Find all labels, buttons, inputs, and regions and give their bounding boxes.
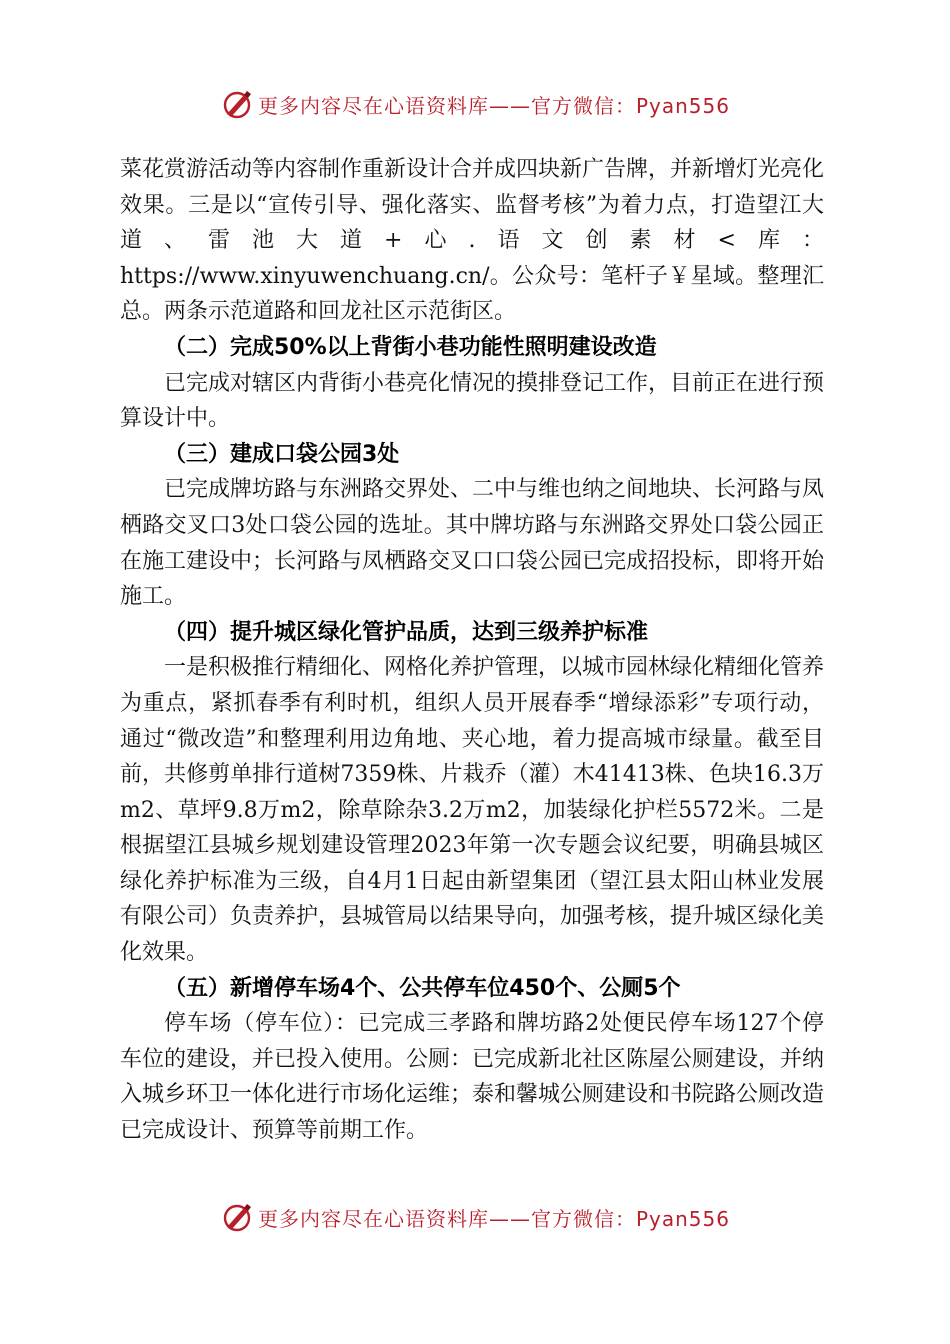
header-watermark-banner (0, 82, 950, 126)
section-heading-4: （四）提升城区绿化管护品质，达到三级养护标准 (164, 619, 649, 645)
pen-logo-icon (220, 1203, 254, 1234)
banner-text: 更多内容尽在心语资料库——官方微信：Pyan556 (257, 93, 730, 118)
paragraph-5: 停车场（停车位）：已完成三孝路和牌坊路2处便民停车场127个停车位的建设，并已投入使用。公厕：已完成新北社区陈屋公厕建设，并纳入城乡环卫一体化进行市场化运维；泰和馨城公厕建设和书院路公厕改造已完成设计、预算等前期工作。 (120, 1011, 825, 1144)
footer-watermark-banner (0, 1203, 950, 1239)
section-heading-2: （二）完成50%以上背街小巷功能性照明建设改造 (164, 334, 657, 360)
paragraph-3: 已完成牌坊路与东洲路交界处、二中与维也纳之间地块、长河路与凤栖路交叉口3处口袋公园的选址。其中牌坊路与东洲路交界处口袋公园正在施工建设中；长河路与凤栖路交叉口口袋公园已完成招投标，即将开始施工。 (120, 477, 825, 610)
section-heading-3: （三）建成口袋公园3处 (164, 441, 400, 467)
body-text (120, 152, 824, 1149)
paragraph-continued: 菜花赏游活动等内容制作重新设计合并成四块新广告牌，并新增灯光亮化效果。三是以“宣传引导、强化落实、监督考核”为着力点，打造望江大道、雷池大道+心.语文创素材<库：https://www.xinyuwenchuang.cn/。公众号：笔杆子￥星域。整理汇总。两条示范道路和回龙社区示范街区。 (120, 157, 825, 325)
section-heading-5: （五）新增停车场4个、公共停车位450个、公厕5个 (164, 975, 681, 1001)
paragraph-2: 已完成对辖区内背街小巷亮化情况的摸排登记工作，目前正在进行预算设计中。 (120, 370, 825, 432)
pen-logo-icon (220, 87, 254, 121)
paragraph-4: 一是积极推行精细化、网格化养护管理，以城市园林绿化精细化管养为重点，紧抓春季有利时机，组织人员开展春季“增绿添彩”专项行动，通过“微改造”和整理利用边角地、夹心地，着力提高城市绿量。截至目前，共修剪单排行道树7359株、片栽乔（灌）木41413株、色块16.3万m2、草坪9.8万m2，除草除杂3.2万m2，加装绿化护栏5572米。二是根据望江县城乡规划建设管理2023年第一次专题会议纪要，明确县城区绿化养护标准为三级，自4月1日起由新望集团（望江县太阳山林业发展有限公司）负责养护，县城管局以结果导向，加强考核，提升城区绿化美化效果。 (120, 655, 825, 966)
banner-text: 更多内容尽在心语资料库——官方微信：Pyan556 (257, 1206, 730, 1231)
